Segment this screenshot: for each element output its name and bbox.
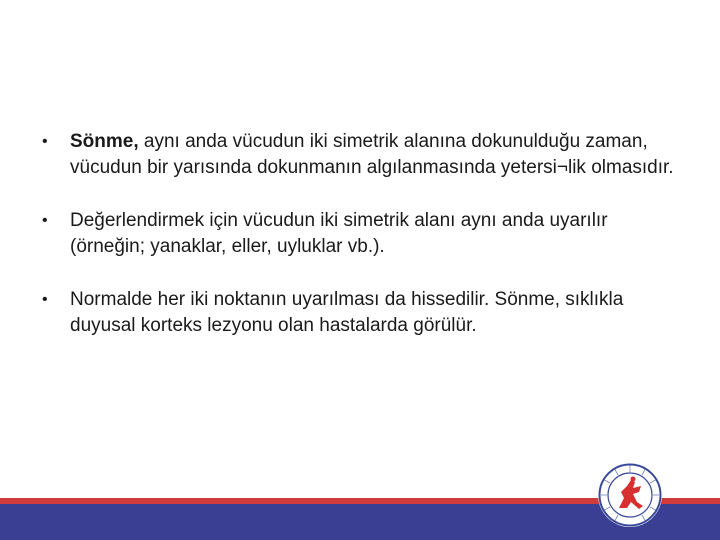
university-seal-icon [597, 462, 663, 528]
bullet-list [40, 129, 680, 366]
bullet-item-2 [40, 208, 680, 260]
bullet-item-3 [40, 287, 680, 339]
bullet-lead-term: Sönme, [70, 131, 139, 152]
bullet-item-1 [40, 129, 680, 181]
bullet-text: Değerlendirmek için vücudun iki simetrik alanı aynı anda uyarılır (örneğin; yanaklar, eller, uyluklar vb.). [70, 210, 608, 257]
bullet-dot: • [42, 212, 48, 229]
bullet-text: aynı anda vücudun iki simetrik alanına dokunulduğu zaman, vücudun bir yarısında dokunmanın algılanmasında yetersi¬lik olmasıdır. [70, 131, 674, 178]
bullet-dot: • [42, 133, 48, 150]
bullet-text: Normalde her iki noktanın uyarılması da hissedilir. Sönme, sıklıkla duyusal korteks lezyonu olan hastalarda görülür. [70, 289, 624, 336]
bullet-dot: • [42, 291, 48, 308]
